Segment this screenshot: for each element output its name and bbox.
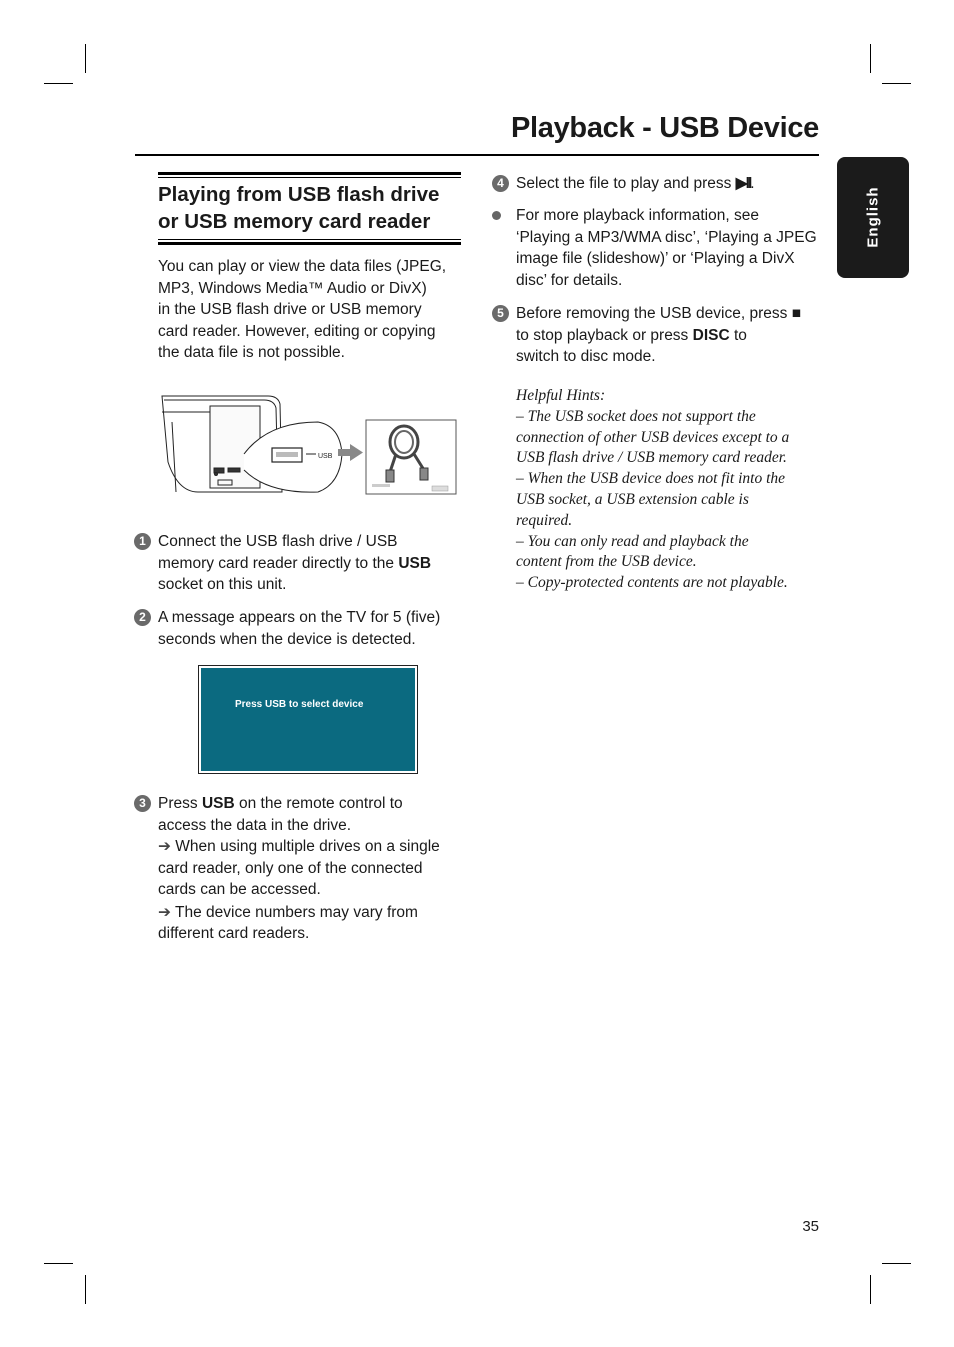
helpful-hints bbox=[516, 386, 826, 594]
crop-mark bbox=[882, 83, 911, 84]
arrow-icon: ➔ bbox=[158, 903, 171, 921]
tv-screen bbox=[201, 668, 415, 771]
crop-mark bbox=[44, 1263, 73, 1264]
step-text: Press bbox=[158, 795, 202, 812]
stop-icon: ■ bbox=[791, 305, 802, 322]
hint-line: – You can only read and playback the bbox=[516, 532, 749, 550]
step-number-badge: 3 bbox=[134, 795, 151, 812]
step-1-text bbox=[158, 531, 468, 596]
hint-line: – When the USB device does not fit into the bbox=[516, 470, 786, 488]
intro-line: card reader. However, editing or copying bbox=[158, 322, 436, 340]
section-rule-top bbox=[158, 172, 461, 175]
step-2-text bbox=[158, 607, 468, 650]
hint-line: – Copy-protected contents are not playable. bbox=[516, 574, 788, 592]
play-pause-icon: ▶II bbox=[735, 175, 751, 192]
step-line bbox=[158, 836, 468, 858]
step-5-text bbox=[516, 303, 826, 368]
usb-label: USB bbox=[318, 453, 333, 460]
hint-line: required. bbox=[516, 511, 573, 529]
bullet-text bbox=[516, 205, 831, 291]
step-text: to stop playback or press bbox=[516, 326, 693, 344]
section-title bbox=[158, 181, 468, 235]
intro-line: MP3, Windows Media™ Audio or DivX) bbox=[158, 279, 427, 297]
hint-line: USB socket, a USB extension cable is bbox=[516, 490, 749, 508]
page-number: 35 bbox=[802, 1218, 819, 1235]
step-text: When using multiple drives on a single bbox=[171, 838, 440, 855]
crop-mark bbox=[44, 83, 73, 84]
step-bold-text: USB bbox=[201, 795, 235, 812]
hints-title: Helpful Hints: bbox=[516, 387, 606, 404]
step-bold-text: DISC bbox=[692, 326, 730, 344]
language-tab-label: English bbox=[864, 186, 882, 248]
step-line: seconds when the device is detected. bbox=[158, 630, 416, 648]
language-tab bbox=[837, 157, 909, 278]
bullet-line: For more playback information, see bbox=[516, 207, 759, 224]
step-line bbox=[158, 793, 468, 815]
step-line: different card readers. bbox=[158, 925, 310, 942]
step-4-text bbox=[516, 173, 826, 195]
step-text: Select the file to play and press bbox=[516, 175, 736, 192]
bullet-icon bbox=[492, 211, 501, 220]
usb-cable-image bbox=[366, 420, 456, 494]
step-line: socket on this unit. bbox=[158, 576, 287, 593]
step-line: A message appears on the TV for 5 (five) bbox=[158, 609, 441, 626]
step-line: cards can be accessed. bbox=[158, 881, 321, 898]
step-line bbox=[516, 325, 826, 347]
section-title-line: or USB memory card reader bbox=[158, 210, 431, 233]
step-line bbox=[158, 902, 468, 924]
crop-mark bbox=[870, 44, 871, 73]
arrow-icon: ➔ bbox=[158, 838, 171, 855]
step-bold-text: USB bbox=[398, 554, 432, 572]
step-line: card reader, only one of the connected bbox=[158, 859, 423, 877]
step-line bbox=[158, 553, 468, 575]
step-number-badge: 5 bbox=[492, 305, 509, 322]
hint-line: connection of other USB devices except to a bbox=[516, 428, 790, 446]
step-text: The device numbers may vary from bbox=[171, 903, 418, 921]
step-text: . bbox=[750, 175, 755, 192]
step-number-badge: 1 bbox=[134, 533, 151, 550]
intro-line: You can play or view the data files (JPEG, bbox=[158, 258, 447, 275]
bullet-line: image file (slideshow)’ or ‘Playing a DivX bbox=[516, 250, 795, 267]
section-title-line: Playing from USB flash drive bbox=[158, 183, 440, 206]
section-rule-top-thin bbox=[158, 177, 461, 178]
usb-connection-illustration bbox=[158, 392, 458, 497]
step-number-badge: 2 bbox=[134, 609, 151, 626]
intro-line: in the USB flash drive or USB memory bbox=[158, 301, 422, 318]
hint-line: USB flash drive / USB memory card reader. bbox=[516, 449, 787, 467]
tv-screen-frame bbox=[198, 665, 418, 774]
step-text: Before removing the USB device, press bbox=[516, 305, 792, 322]
crop-mark bbox=[85, 44, 86, 73]
intro-paragraph bbox=[158, 256, 468, 364]
hint-line: content from the USB device. bbox=[516, 553, 697, 571]
intro-line: the data file is not possible. bbox=[158, 344, 345, 361]
step-line: access the data in the drive. bbox=[158, 816, 352, 834]
page-title: Playback - USB Device bbox=[510, 112, 819, 144]
step-number-badge: 4 bbox=[492, 175, 509, 192]
crop-mark bbox=[870, 1275, 871, 1304]
tv-message: Press USB to select device bbox=[235, 699, 364, 710]
step-text: on the remote control to bbox=[234, 795, 403, 812]
crop-mark bbox=[882, 1263, 911, 1264]
section-rule-bottom bbox=[158, 242, 461, 245]
crop-mark bbox=[85, 1275, 86, 1304]
step-line: switch to disc mode. bbox=[516, 348, 656, 365]
step-text: to bbox=[729, 326, 747, 344]
step-line: Connect the USB flash drive / USB bbox=[158, 533, 398, 550]
step-3-text bbox=[158, 793, 468, 945]
bullet-line: ‘Playing a MP3/WMA disc’, ‘Playing a JPEG bbox=[516, 228, 817, 246]
title-rule bbox=[135, 154, 819, 156]
step-line bbox=[516, 303, 826, 325]
step-text: memory card reader directly to the bbox=[158, 554, 399, 572]
section-rule-bottom-thin bbox=[158, 239, 461, 240]
hint-line: – The USB socket does not support the bbox=[516, 407, 756, 425]
bullet-line: disc’ for details. bbox=[516, 271, 623, 289]
